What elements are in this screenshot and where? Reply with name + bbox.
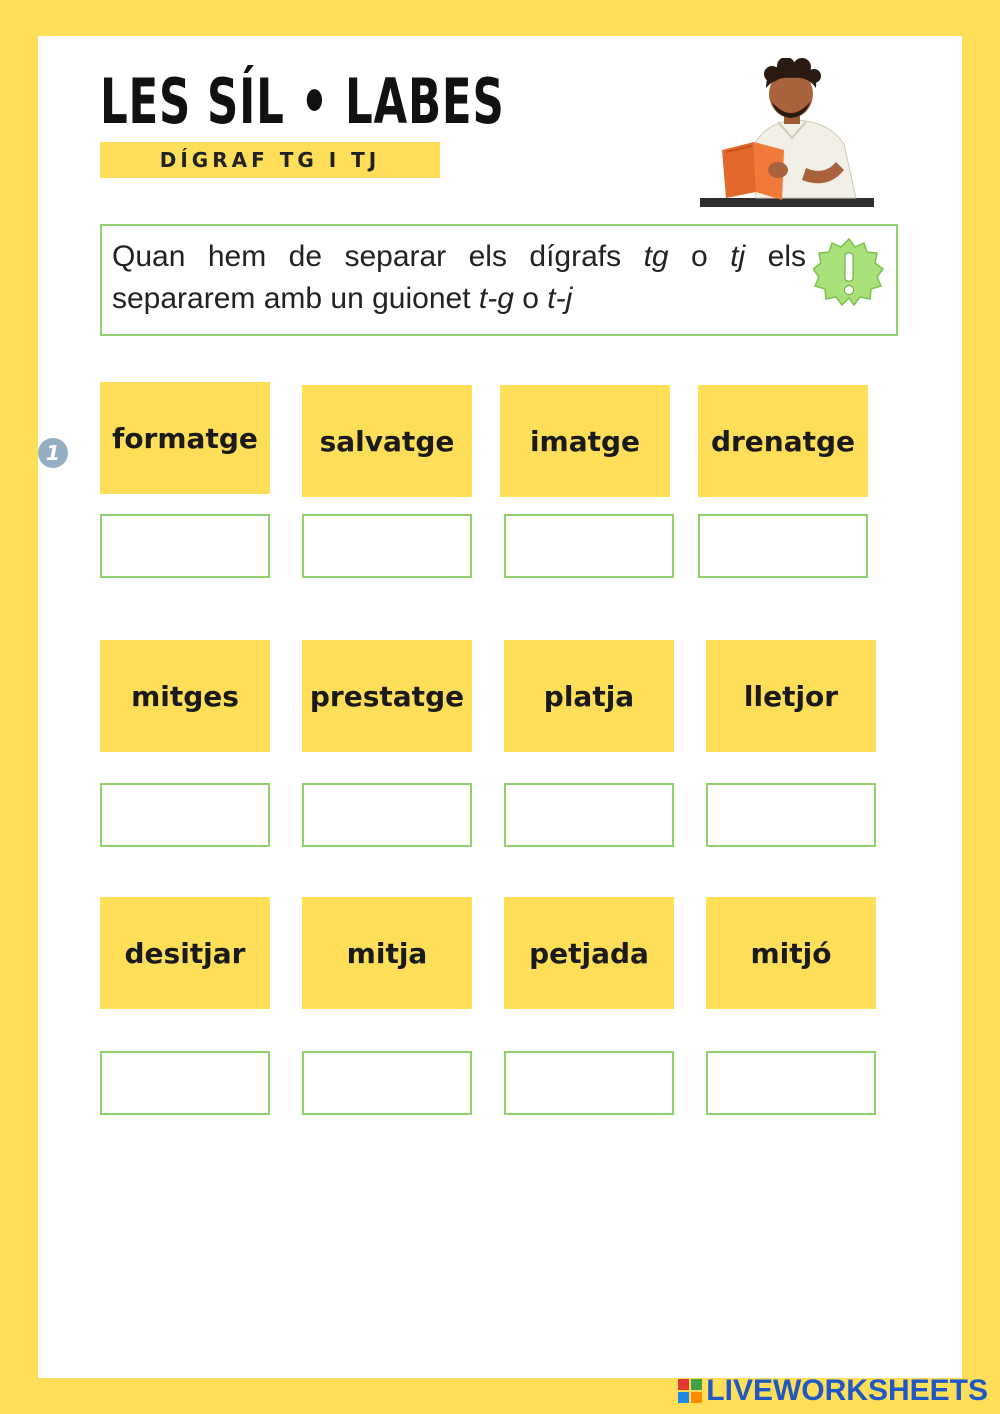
word-card: formatge [100,382,270,494]
liveworksheets-logo [678,1374,988,1408]
word-card: imatge [500,385,670,497]
term-t-g: t-g [478,282,514,315]
term-tg: tg [643,240,669,273]
answer-input[interactable] [100,783,270,847]
subtitle-banner [100,142,440,178]
word-card: prestatge [302,640,472,752]
word-card: mitjó [706,897,876,1009]
word-card: salvatge [302,385,472,497]
answer-input[interactable] [504,514,674,578]
rule-text: Quan hem de separar els dígrafs tg o tj els separarem amb un guionet t-g o t-j [112,240,806,315]
brand-name: LIVEWORKSHEETS [706,1374,988,1407]
page-title: LES SÍL • LABES [100,65,505,138]
answer-input[interactable] [706,783,876,847]
answer-input[interactable] [302,1051,472,1115]
answer-input[interactable] [302,783,472,847]
exercise-number-badge: 1 [38,438,68,468]
word-card: drenatge [698,385,868,497]
answer-input[interactable] [698,514,868,578]
answer-input[interactable] [504,783,674,847]
answer-input[interactable] [100,1051,270,1115]
reading-boy-illustration [696,58,878,210]
word-card: mitja [302,897,472,1009]
exclamation-badge-icon [813,237,885,309]
word-card: platja [504,640,674,752]
answer-input[interactable] [706,1051,876,1115]
term-tj: tj [730,240,746,273]
word-card: desitjar [100,897,270,1009]
answer-input[interactable] [504,1051,674,1115]
liveworksheets-logo-icon [678,1379,702,1403]
word-card: mitges [100,640,270,752]
page-subtitle: DÍGRAF TG I TJ [159,148,381,172]
answer-input[interactable] [302,514,472,578]
term-t-j: t-j [547,282,573,315]
word-card: petjada [504,897,674,1009]
word-card: lletjor [706,640,876,752]
answer-input[interactable] [100,514,270,578]
rule-info-box [100,224,898,336]
